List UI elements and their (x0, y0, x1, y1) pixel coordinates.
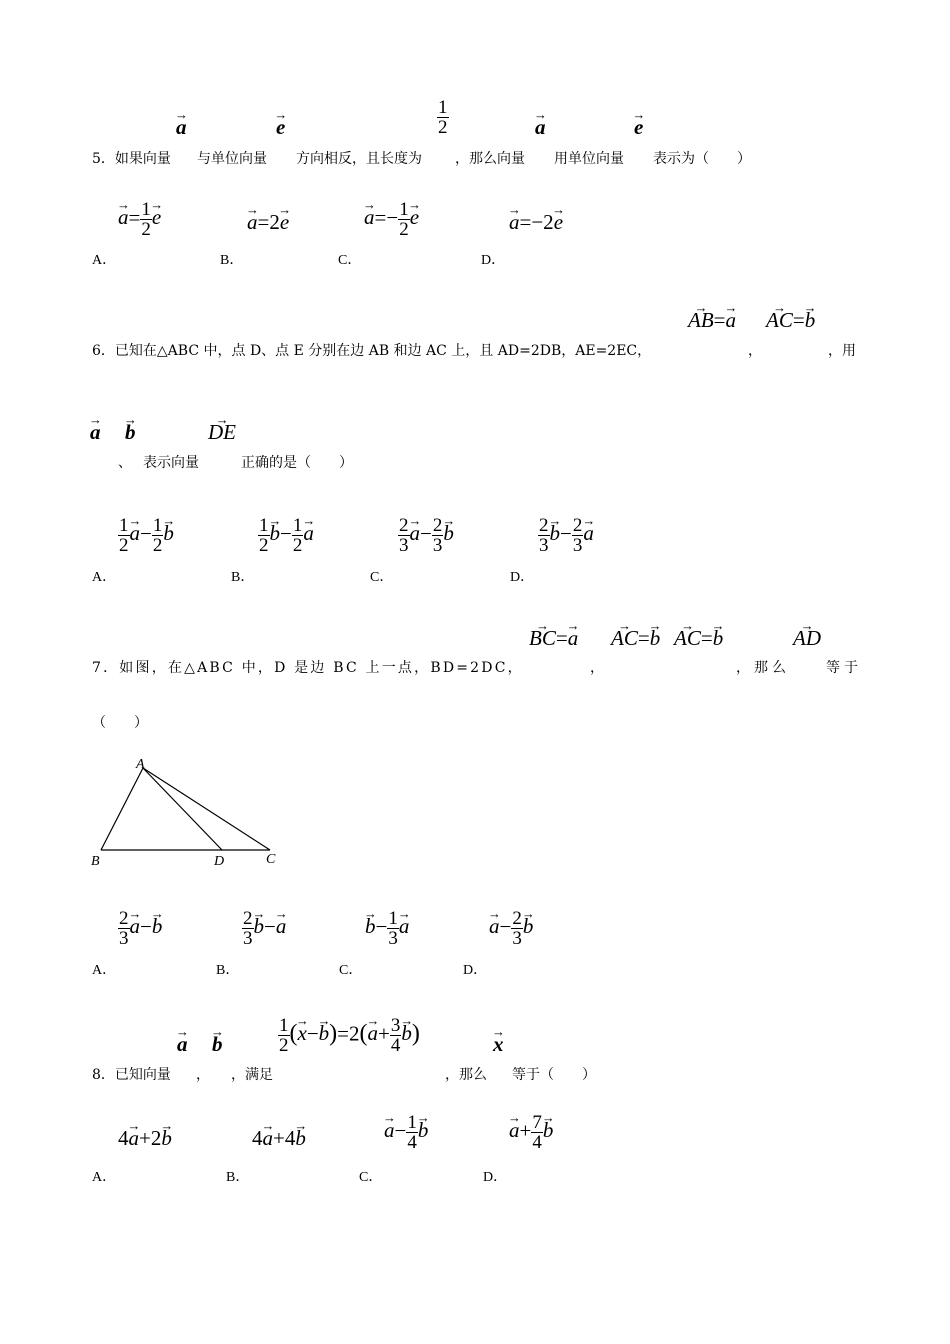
q7-text-comma: ， (590, 660, 604, 676)
q5-vector-e: → e (276, 115, 285, 140)
q8-option-a-label[interactable]: A． (92, 1170, 117, 1185)
q5-vector-a-2: → a (535, 115, 546, 140)
q6-vector-b: → b (125, 420, 136, 445)
q7-text-paren: （ ） (92, 715, 148, 731)
q5-option-a-label[interactable]: A． (92, 253, 117, 268)
q5-text-4: ，那么向量 (455, 151, 525, 167)
q6-option-d-math: $\frac{2}{3}$ → b− $\frac{2}{3}$ → a (538, 516, 594, 555)
q8-vector-a: → a (177, 1032, 188, 1057)
q7-option-b-math: $\frac{2}{3}$ → b−→ a (242, 909, 286, 948)
q7-text-then: ，那么 (736, 660, 790, 676)
q7-option-d-label[interactable]: D． (463, 963, 488, 978)
q7-option-c-math: → b− $\frac{1}{3}$ → a (365, 909, 409, 948)
q5-option-d-label[interactable]: D． (481, 253, 506, 268)
q5-length-fraction: $\frac{1}{2}$ (438, 97, 448, 138)
q5-option-a-math: → a= $\frac{1}{2}$ → e (118, 200, 161, 239)
q5-text-2: 与单位向量 (197, 151, 267, 167)
q6-vector-de: → DE (208, 420, 236, 445)
q5-option-b-label[interactable]: B． (220, 253, 244, 268)
q7-text-equals: 等于 (826, 660, 862, 676)
q8-option-b-math: 4→ a+4→ b (252, 1126, 306, 1151)
q8-option-a-math: 4→ a+2→ b (118, 1126, 172, 1151)
q7-given-ac: → AC=→ b (611, 626, 660, 651)
q8-text-3: ，满足 (231, 1067, 273, 1083)
q8-option-b-label[interactable]: B． (226, 1170, 250, 1185)
q6-option-c-label[interactable]: C． (370, 570, 394, 585)
q8-text-5: 等于（ ） (512, 1067, 596, 1083)
figure-segment-ad (143, 768, 222, 850)
q5-vector-a: → a (176, 115, 187, 140)
q7-option-a-math: $\frac{2}{3}$ → a−→ b (118, 909, 162, 948)
q6-text-correct: 正确的是（ ） (241, 455, 353, 471)
q6-option-a-math: $\frac{1}{2}$ → a− $\frac{1}{2}$ → b (118, 516, 174, 555)
q8-vector-b: → b (212, 1032, 223, 1057)
q8-option-d-label[interactable]: D． (483, 1170, 508, 1185)
q6-option-a-label[interactable]: A． (92, 570, 117, 585)
q8-option-d-math: → a+ $\frac{7}{4}$ → b (509, 1113, 553, 1152)
q6-text-comma: ， (748, 343, 762, 359)
q7-text-line1: 7．如图，在△ABC 中，D 是边 BC 上一点，BD=2DC， (92, 660, 524, 676)
q7-triangle-figure (86, 752, 286, 872)
q6-text-represent: 表示向量 (143, 455, 199, 471)
q6-option-b-label[interactable]: B． (231, 570, 255, 585)
figure-label-a: A (136, 757, 145, 772)
q6-option-b-math: $\frac{1}{2}$ → b− $\frac{1}{2}$ → a (258, 516, 314, 555)
q8-option-c-label[interactable]: C． (359, 1170, 383, 1185)
q5-option-b-math: → a=2→ e (247, 210, 289, 235)
q6-given-ab: → AB=→ a (688, 308, 736, 333)
q8-text-1: 8．已知向量 (92, 1067, 171, 1083)
q6-text-sep: 、 (118, 455, 132, 471)
q5-option-c-label[interactable]: C． (338, 253, 362, 268)
q8-vector-x: → x (493, 1032, 504, 1057)
figure-label-c: C (266, 852, 276, 867)
q7-option-b-label[interactable]: B． (216, 963, 240, 978)
q7-option-a-label[interactable]: A． (92, 963, 117, 978)
figure-label-b: B (91, 854, 100, 869)
q6-text-use: ，用 (828, 343, 856, 359)
figure-label-d: D (214, 854, 225, 869)
q5-text-5: 用单位向量 (554, 151, 624, 167)
q7-target-ad: → AD (793, 626, 821, 651)
q8-equation: $\frac{1}{2}$ (→ x−→ b)=2(→ a+ $\frac{3}{4}$ → b) (278, 1016, 420, 1055)
q5-option-d-math: → a=−2→ e (509, 210, 563, 235)
q5-option-c-math: → a=− $\frac{1}{2}$ → e (364, 200, 419, 239)
q7-given-bc: → BC=→ a (529, 626, 578, 651)
q6-given-ac: → AC=→ b (766, 308, 815, 333)
q7-given-ac-2: → AC=→ b (674, 626, 723, 651)
q7-option-c-label[interactable]: C． (339, 963, 363, 978)
q5-text-6: 表示为（ ） (653, 151, 751, 167)
q6-text-line1: 6．已知在△ABC 中，点 D、点 E 分别在边 AB 和边 AC 上，且 AD=2DB，AE=2EC， (92, 343, 652, 359)
q5-vector-e-2: → e (634, 115, 643, 140)
q6-option-c-math: $\frac{2}{3}$ → a− $\frac{2}{3}$ → b (398, 516, 454, 555)
q6-vector-a: → a (90, 420, 101, 445)
q5-text-3: 方向相反，且长度为 (296, 151, 422, 167)
figure-side-ac (143, 768, 270, 850)
q8-text-2: ， (196, 1067, 210, 1083)
q7-option-d-math: → a− $\frac{2}{3}$ → b (489, 909, 533, 948)
q8-option-c-math: → a− $\frac{1}{4}$ → b (384, 1113, 428, 1152)
q5-text-1: 5．如果向量 (92, 151, 171, 167)
q8-text-4: ，那么 (445, 1067, 487, 1083)
figure-side-ab (101, 768, 143, 850)
q6-option-d-label[interactable]: D． (510, 570, 535, 585)
